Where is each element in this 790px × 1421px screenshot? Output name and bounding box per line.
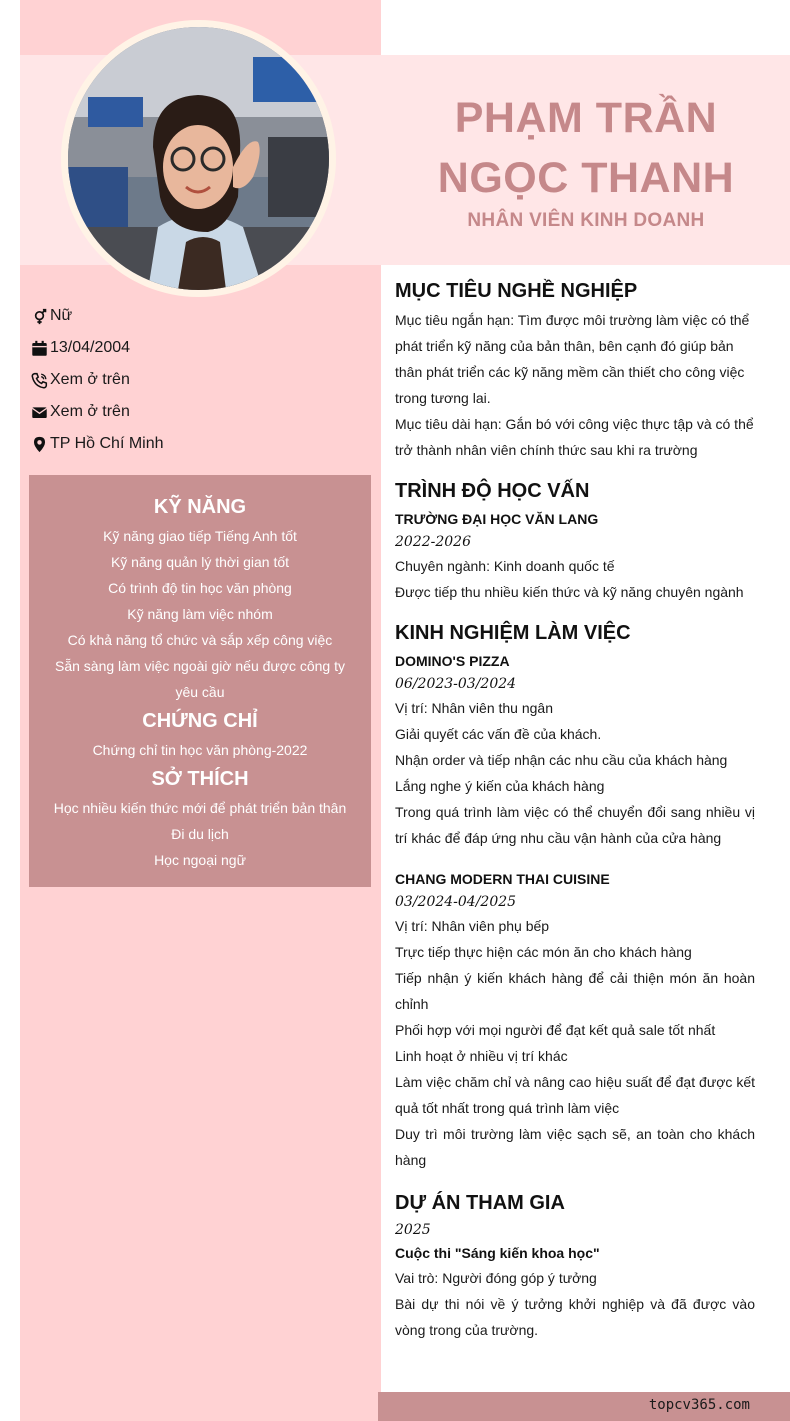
skills-section (29, 493, 371, 705)
certificate-item: Chứng chỉ tin học văn phòng-2022 (92, 742, 308, 758)
skill-item: Có khả năng tổ chức và sắp xếp công việc (67, 632, 333, 648)
education-title: TRÌNH ĐỘ HỌC VẤN (395, 480, 590, 502)
job-line: Nhận order và tiếp nhận các nhu cầu của khách hàng (395, 752, 728, 768)
education-line: Chuyên ngành: Kinh doanh quốc tế (395, 558, 615, 574)
skill-item: Có trình độ tin học văn phòng (108, 580, 292, 596)
hobbies-section (29, 765, 371, 873)
certificates-title: CHỨNG CHỈ (142, 710, 258, 732)
skill-item: Kỹ năng giao tiếp Tiếng Anh tốt (103, 528, 297, 544)
contact-birthday (29, 332, 369, 364)
job-line: Vị trí: Nhân viên phụ bếp (395, 918, 550, 934)
job-line: Giải quyết các vấn đề của khách. (395, 726, 602, 742)
email-icon (29, 403, 49, 421)
contact-location-text: TP Hồ Chí Minh (50, 435, 164, 452)
contact-email-text: Xem ở trên (50, 403, 130, 420)
job-title: NHÂN VIÊN KINH DOANH (467, 210, 705, 231)
school-name: TRƯỜNG ĐẠI HỌC VĂN LANG (395, 511, 599, 527)
education-line: Được tiếp thu nhiều kiến thức và kỹ năng chuyên ngành (395, 584, 744, 600)
contact-gender (29, 300, 369, 332)
footer-band (378, 1392, 790, 1421)
contact-phone (29, 364, 369, 396)
job-line: Vị trí: Nhân viên thu ngân (395, 700, 553, 716)
objective-section (395, 277, 755, 463)
skill-item: Sẵn sàng làm việc ngoài giờ nếu được công ty yêu cầu (54, 658, 345, 700)
full-name-line2: NGỌC THANH (437, 154, 735, 202)
objective-long-term: Mục tiêu dài hạn: Gắn bó với công việc thực tập và có thể trở thành nhân viên chính thức sau khi ra trường (395, 416, 754, 458)
company-name: CHANG MODERN THAI CUISINE (395, 871, 610, 887)
contact-gender-text: Nữ (50, 307, 73, 324)
project-line: Bài dự thi nói về ý tưởng khởi nghiệp và đã được vào vòng trong của trường. (395, 1296, 755, 1338)
contact-phone-text: Xem ở trên (50, 371, 130, 388)
objective-short-term: Mục tiêu ngắn hạn: Tìm được môi trường làm việc có thể phát triển kỹ năng của bản thân, bên cạnh đó giúp bản thân phát triển các kỹ năng mềm cần thiết cho công việc trong tương lai. (395, 312, 750, 406)
skill-item: Kỹ năng quản lý thời gian tốt (110, 554, 290, 570)
calendar-icon (29, 339, 49, 357)
job-entry (395, 867, 755, 1173)
job-line: Tiếp nhận ý kiến khách hàng để cải thiện món ăn hoàn chỉnh (395, 970, 755, 1012)
projects-title: DỰ ÁN THAM GIA (395, 1192, 565, 1214)
project-line: Vai trò: Người đóng góp ý tưởng (395, 1270, 597, 1286)
job-line: Duy trì môi trường làm việc sạch sẽ, an toàn cho khách hàng (395, 1126, 755, 1168)
location-icon (29, 435, 49, 453)
education-period: 2022-2026 (395, 534, 471, 550)
contact-email (29, 396, 369, 428)
job-line: Trực tiếp thực hiện các món ăn cho khách hàng (395, 944, 692, 960)
experience-title: KINH NGHIỆM LÀM VIỆC (395, 622, 631, 644)
footer-site: topcv365.com (648, 1397, 750, 1413)
job-line: Làm việc chăm chỉ và nâng cao hiệu suất để đạt được kết quả tốt nhất trong quá trình làm việc (395, 1074, 755, 1116)
job-line: Lắng nghe ý kiến của khách hàng (395, 778, 605, 794)
full-name-line1: PHẠM TRẦN (454, 94, 718, 142)
job-entry (395, 649, 755, 851)
contact-list (29, 300, 369, 460)
projects-section (395, 1189, 755, 1343)
job-line: Trong quá trình làm việc có thể chuyển đổi sang nhiều vị trí khác để đáp ứng nhu cầu vận hành của cửa hàng (395, 804, 755, 846)
contact-location (29, 428, 369, 460)
hobby-item: Học ngoại ngữ (154, 852, 246, 868)
skill-item: Kỹ năng làm việc nhóm (127, 606, 273, 622)
objective-title: MỤC TIÊU NGHỀ NGHIỆP (395, 280, 638, 302)
project-year: 2025 (395, 1222, 431, 1238)
certificates-section (29, 707, 371, 763)
job-line: Linh hoạt ở nhiều vị trí khác (395, 1048, 568, 1064)
education-section (395, 477, 755, 605)
hobbies-title: SỞ THÍCH (151, 768, 249, 790)
job-line: Phối hợp với mọi người để đạt kết quả sale tốt nhất (395, 1022, 716, 1038)
job-period: 06/2023-03/2024 (395, 676, 517, 692)
phone-icon (29, 371, 49, 389)
hobby-item: Học nhiều kiến thức mới để phát triển bản thân (53, 800, 347, 816)
experience-section (395, 619, 755, 1173)
job-period: 03/2024-04/2025 (395, 894, 517, 910)
project-name: Cuộc thi "Sáng kiến khoa học" (395, 1245, 600, 1261)
skills-title: KỸ NĂNG (153, 496, 247, 518)
avatar (68, 27, 329, 290)
hobby-item: Đi du lịch (171, 826, 229, 842)
contact-birthday-text: 13/04/2004 (50, 339, 131, 356)
gender-icon (29, 307, 49, 325)
skills-box (29, 475, 371, 887)
right-column (395, 277, 755, 1343)
company-name: DOMINO'S PIZZA (395, 653, 510, 669)
name-block (400, 88, 772, 232)
